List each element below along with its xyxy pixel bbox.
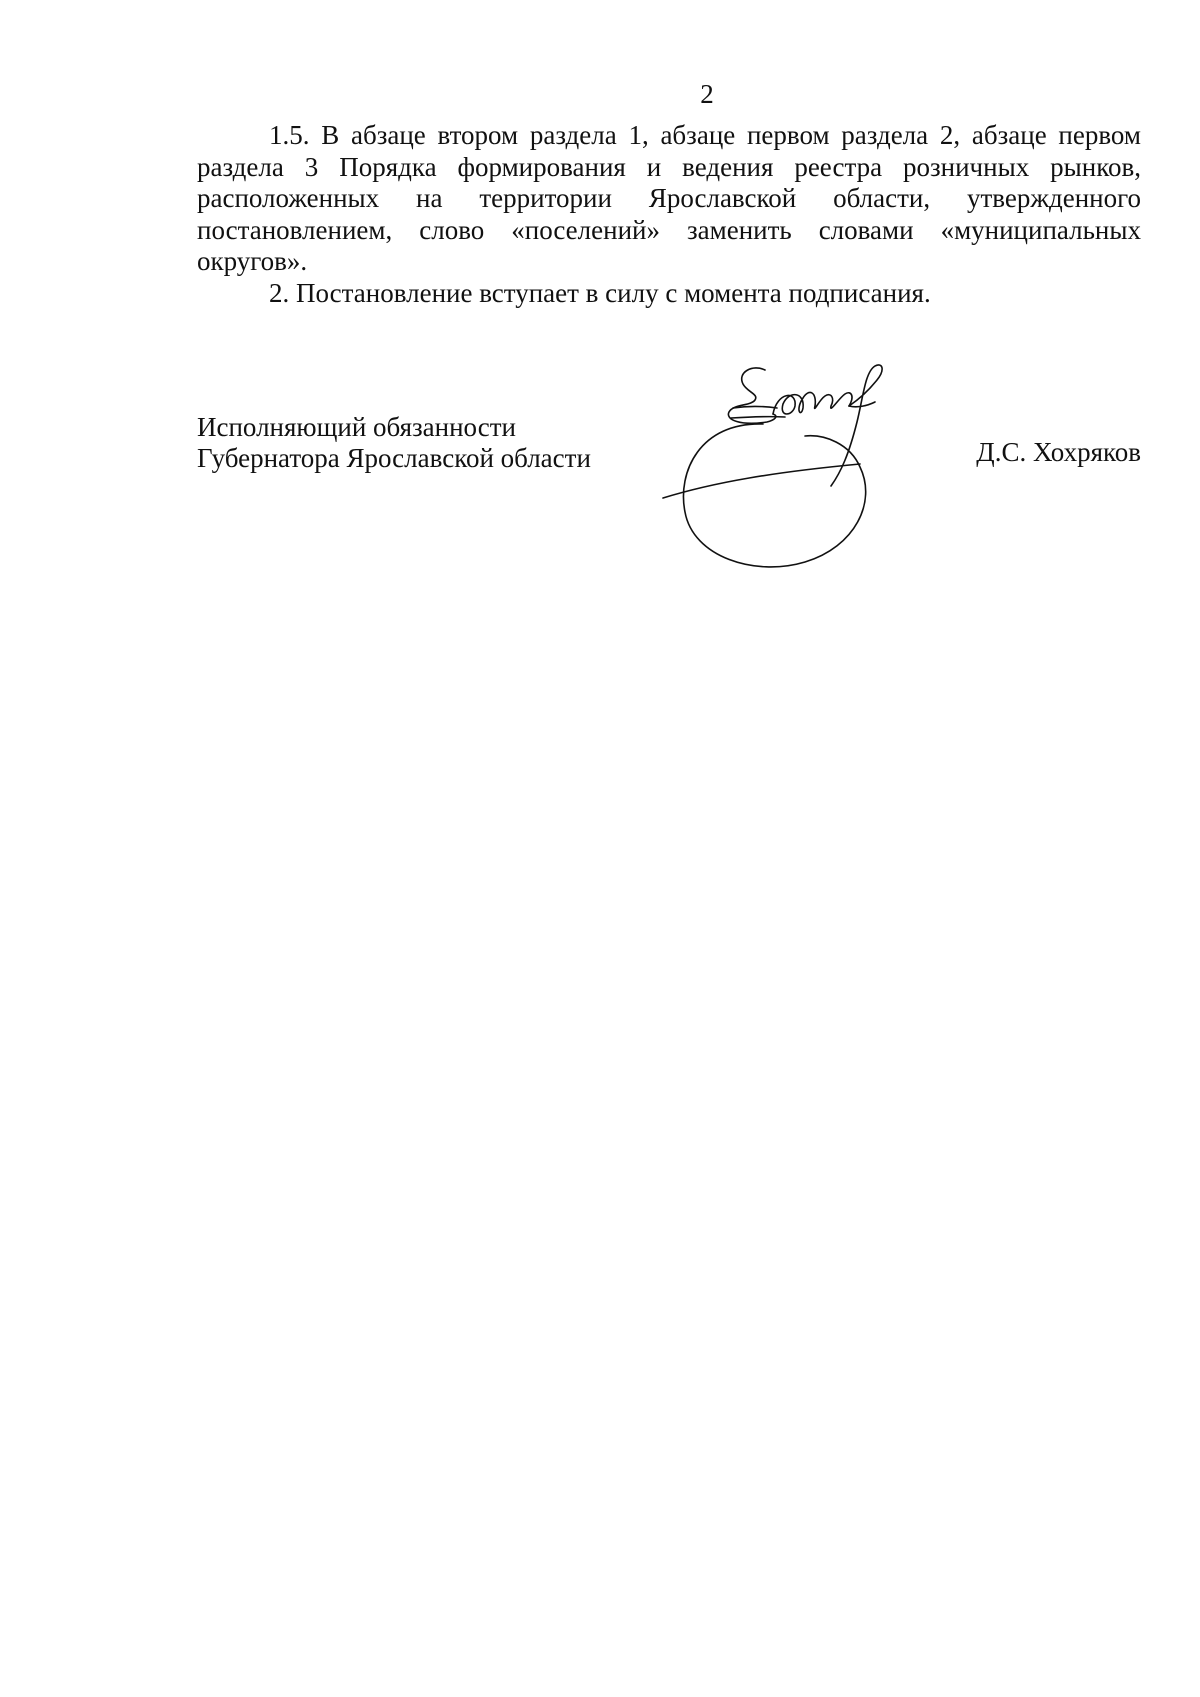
signatory-position <box>197 412 591 474</box>
paragraph-1-5: 1.5. В абзаце втором раздела 1, абзаце первом раздела 2, абзаце первом раздела 3 Порядка формирования и ведения реестра розничных рынков, расположенных на территории Ярославской области, утвержденного постановлением, слово «поселений» заменить словами «муниципальных округов». <box>197 120 1141 276</box>
signature-strokes <box>655 362 925 584</box>
handwritten-signature <box>655 362 925 584</box>
document-body <box>197 120 1141 309</box>
paragraph-2: 2. Постановление вступает в силу с момента подписания. <box>269 277 931 308</box>
page-number: 2 <box>700 79 714 109</box>
position-line-1: Исполняющий обязанности <box>197 412 516 442</box>
signer-name: Д.С. Хохряков <box>976 437 1141 467</box>
position-line-2: Губернатора Ярославской области <box>197 443 591 473</box>
